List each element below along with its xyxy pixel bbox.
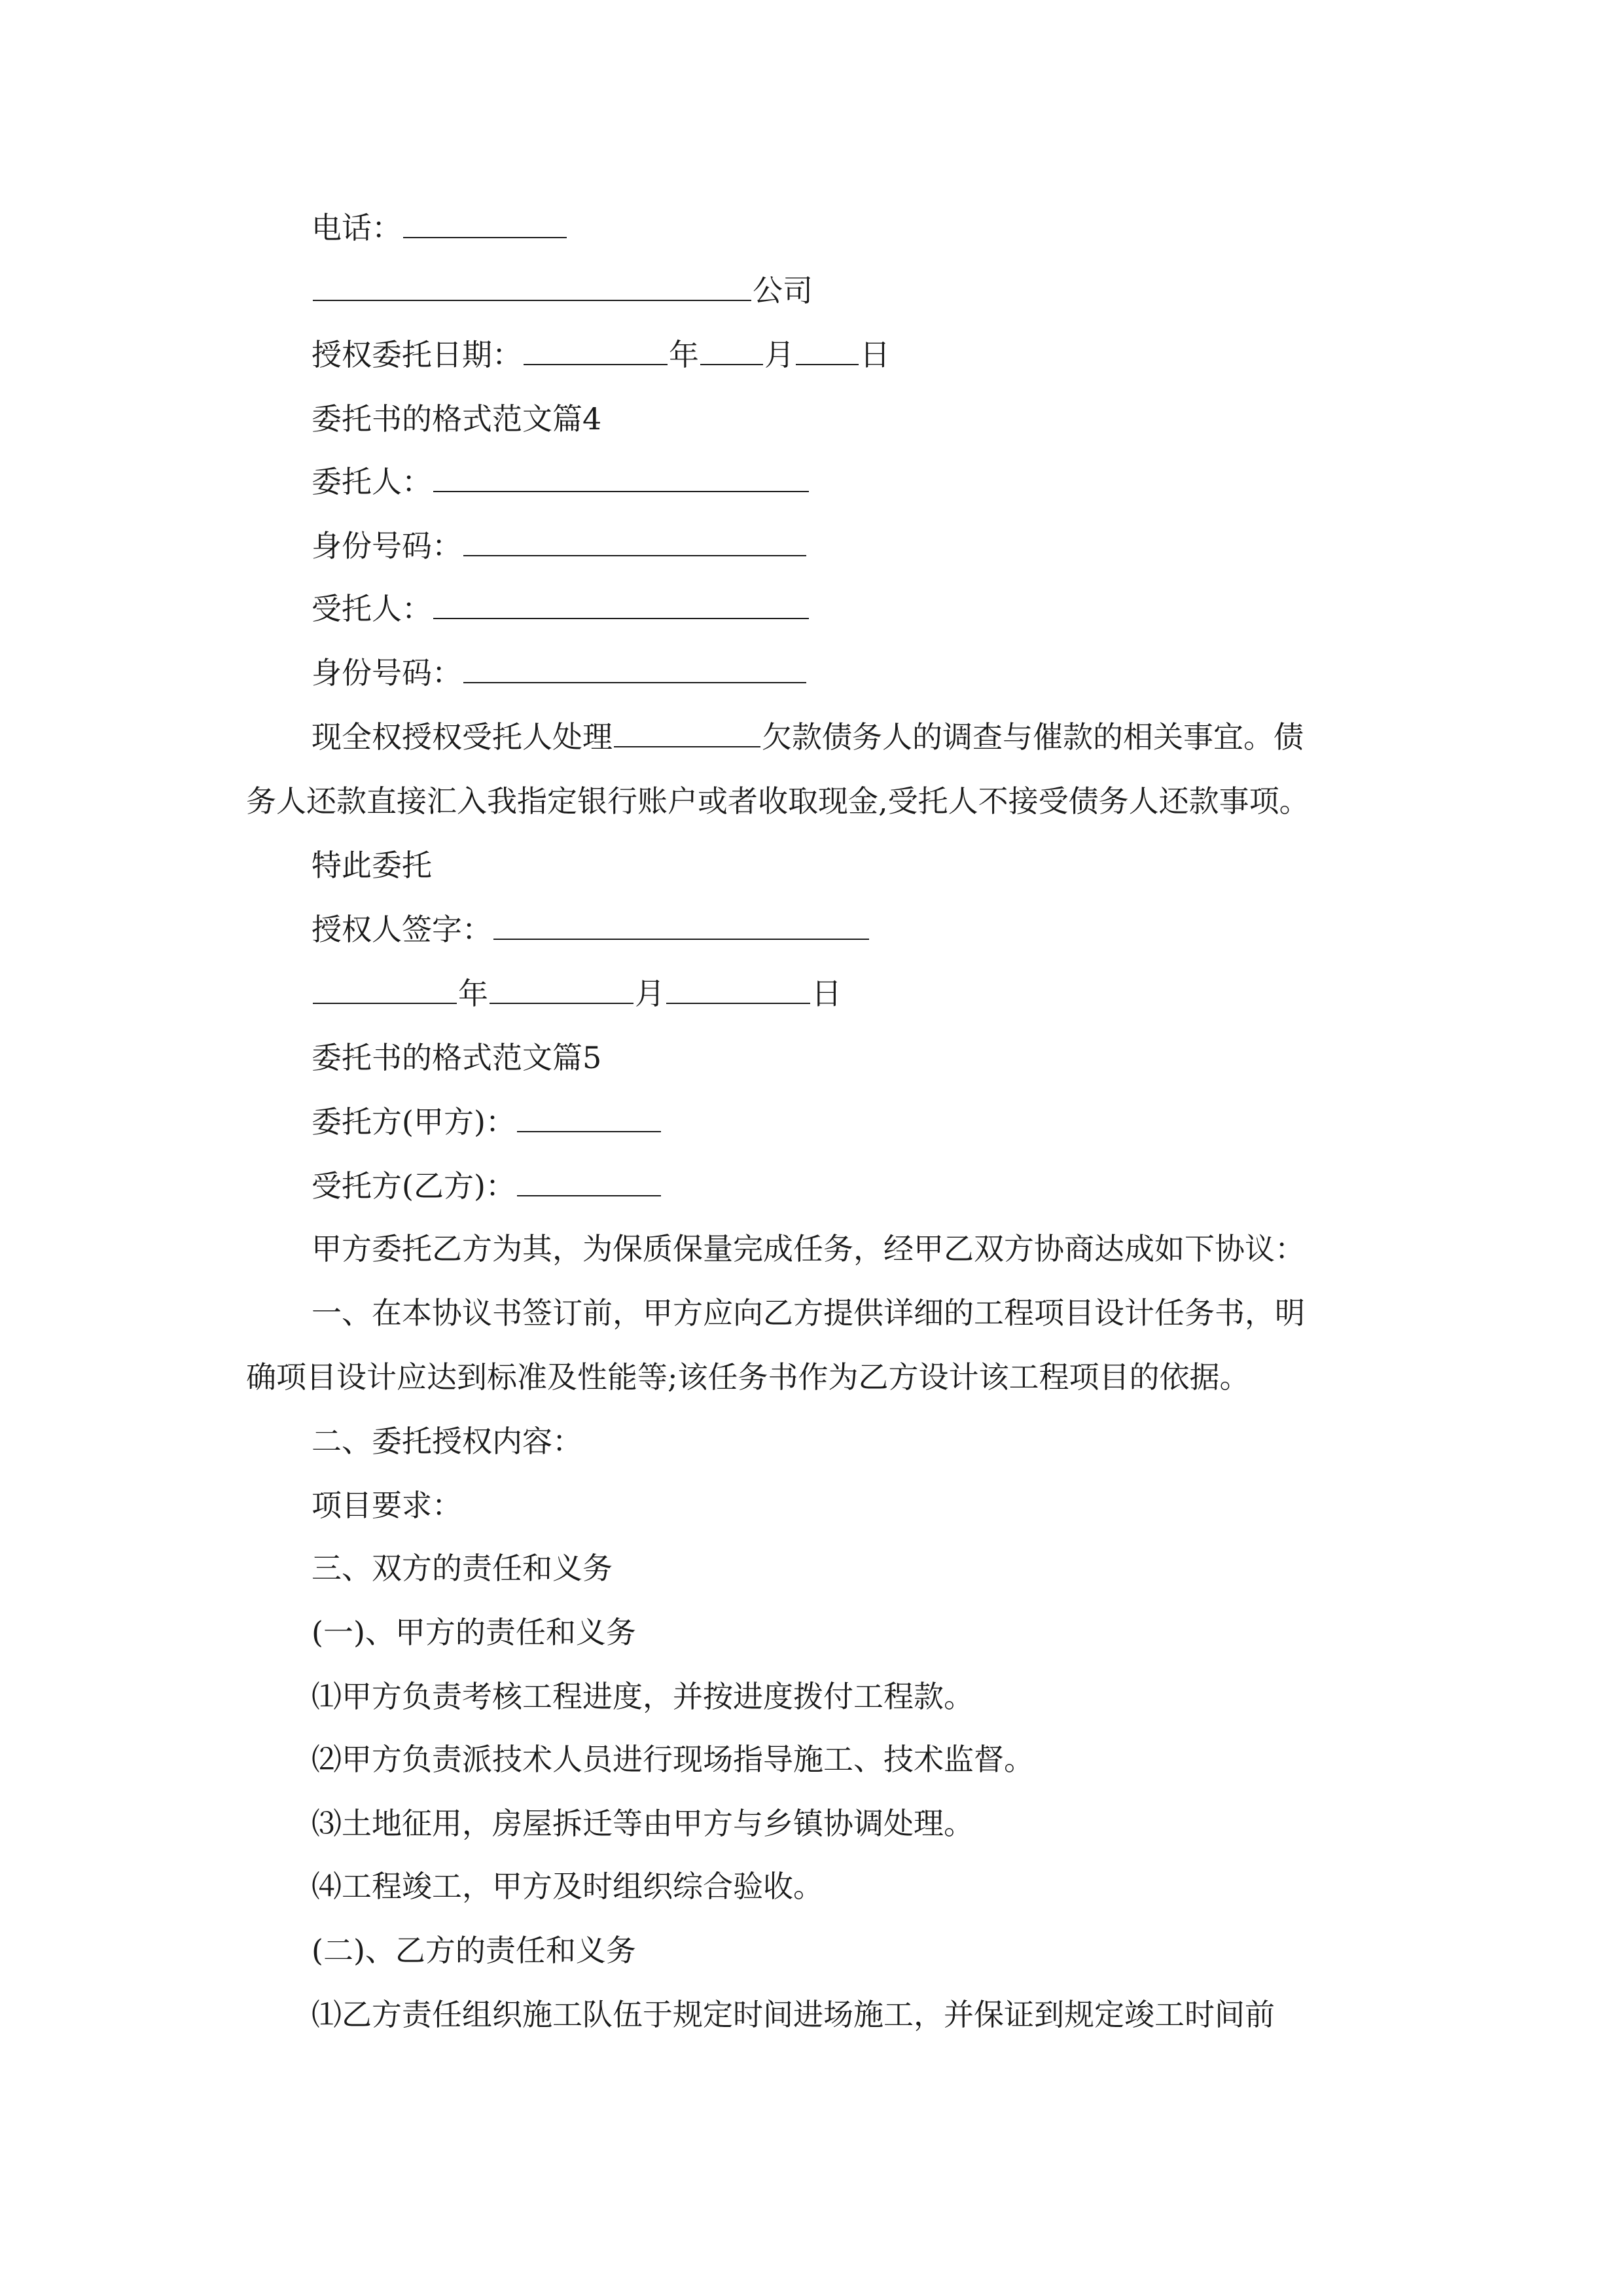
id-line-1 <box>312 526 808 565</box>
paragraph-1-line-2: 务人还款直接汇入我指定银行账户或者收取现金,受托人不接受债务人还款事项。 <box>246 783 1310 819</box>
id-label-2: 身份号码： <box>312 655 462 691</box>
project-requirements: 项目要求： <box>312 1488 462 1523</box>
month-label: 月 <box>764 337 794 372</box>
day-label: 日 <box>860 337 890 372</box>
hereby-line: 特此委托 <box>312 848 432 883</box>
item-a3: ⑶土地征用，房屋拆迁等由甲方与乡镇协调处理。 <box>312 1806 974 1841</box>
signer-blank <box>493 910 869 940</box>
month-blank-2 <box>490 974 633 1004</box>
phone-line <box>312 208 568 247</box>
day-blank <box>796 335 859 365</box>
party-a-blank <box>517 1102 661 1132</box>
clause1-line1: 一、在本协议书签订前，甲方应向乙方提供详细的工程项目设计任务书，明 <box>312 1295 1305 1331</box>
item-a4: ⑷工程竣工，甲方及时组织综合验收。 <box>312 1869 823 1904</box>
sub-a-heading: (一)、甲方的责任和义务 <box>312 1615 636 1650</box>
party-a-line <box>312 1102 662 1141</box>
day-blank-2 <box>666 974 810 1004</box>
auth-date-label: 授权委托日期： <box>312 337 522 372</box>
company-blank <box>313 271 751 301</box>
clause1-line2: 确项目设计应达到标准及性能等;该任务书作为乙方设计该工程项目的依据。 <box>246 1359 1250 1395</box>
item-a2: ⑵甲方负责派技术人员进行现场指导施工、技术监督。 <box>312 1742 1034 1777</box>
intro-line: 甲方委托乙方为其，为保质保量完成任务，经甲乙双方协商达成如下协议： <box>312 1231 1305 1266</box>
agent-label: 受托人： <box>312 591 432 626</box>
sub-b-heading: (二)、乙方的责任和义务 <box>312 1933 636 1968</box>
party-b-label: 受托方(乙方)： <box>312 1168 516 1204</box>
auth-date-line <box>312 335 890 374</box>
phone-blank <box>403 208 567 238</box>
agent-blank <box>433 589 809 619</box>
id-line-2 <box>312 653 808 692</box>
year-blank-2 <box>313 974 457 1004</box>
id-blank-2 <box>463 653 806 683</box>
principal-label: 委托人： <box>312 464 432 499</box>
heading-5: 委托书的格式范文篇5 <box>312 1040 602 1075</box>
company-line <box>312 271 813 310</box>
party-a-label: 委托方(甲方)： <box>312 1104 516 1139</box>
year-label-2: 年 <box>458 976 488 1011</box>
year-label: 年 <box>669 337 699 372</box>
principal-line <box>312 462 810 501</box>
principal-blank <box>433 462 809 492</box>
id-blank-1 <box>463 526 806 556</box>
phone-label: 电话： <box>312 210 402 245</box>
company-suffix: 公司 <box>753 273 813 308</box>
agent-line <box>312 589 810 628</box>
signer-line <box>312 910 870 949</box>
month-blank <box>700 335 763 365</box>
para1-part1: 现全权授权受托人处理 <box>312 719 613 755</box>
clause2-line: 二、委托授权内容： <box>312 1424 582 1459</box>
item-a1: ⑴甲方负责考核工程进度，并按进度拨付工程款。 <box>312 1679 974 1714</box>
clause3-line: 三、双方的责任和义务 <box>312 1551 613 1586</box>
month-label-2: 月 <box>635 976 665 1011</box>
signer-label: 授权人签字： <box>312 912 492 947</box>
day-label-2: 日 <box>812 976 842 1011</box>
party-b-blank <box>517 1166 661 1196</box>
matter-blank <box>614 717 760 747</box>
paragraph-1-line-1 <box>312 717 1304 757</box>
year-blank <box>524 335 668 365</box>
date-line-2 <box>312 974 842 1013</box>
heading-4: 委托书的格式范文篇4 <box>312 401 602 437</box>
party-b-line <box>312 1166 662 1206</box>
id-label-1: 身份号码： <box>312 528 462 564</box>
item-b1: ⑴乙方责任组织施工队伍于规定时间进场施工，并保证到规定竣工时间前 <box>312 1997 1275 2032</box>
para1-part2: 欠款债务人的调查与催款的相关事宜。债 <box>762 719 1304 755</box>
